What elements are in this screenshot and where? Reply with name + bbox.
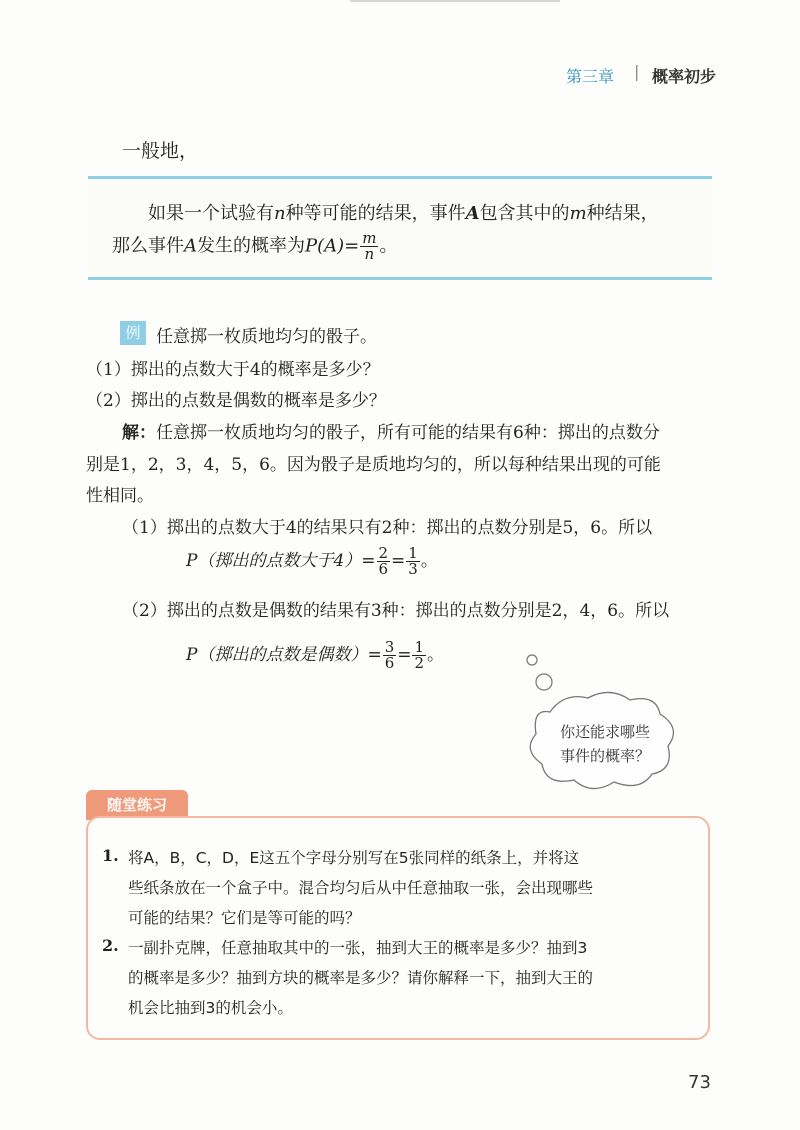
def-var-m: m bbox=[569, 203, 587, 224]
def-text: 如果一个试验有 bbox=[148, 203, 274, 224]
equals: = bbox=[391, 551, 406, 571]
fraction bbox=[383, 640, 397, 671]
practice-item-2-number: 2. bbox=[102, 936, 119, 955]
frac-den: 2 bbox=[414, 654, 425, 672]
practice-item-2-line-3: 机会比抽到3的机会小。 bbox=[128, 999, 293, 1017]
chapter-number: 第三章 bbox=[566, 67, 615, 86]
fraction bbox=[412, 640, 426, 671]
example-badge: 例 bbox=[120, 321, 146, 345]
def-text: 发生的概率为 bbox=[197, 235, 305, 257]
practice-box bbox=[86, 816, 710, 1040]
example-prompt: 任意掷一枚质地均匀的骰子。 bbox=[156, 327, 377, 347]
fraction bbox=[406, 546, 420, 577]
page-number: 73 bbox=[688, 1072, 711, 1093]
header-rule bbox=[350, 0, 560, 2]
practice-item-1-line-2: 些纸条放在一个盒子中。混合均匀后从中任意抽取一张，会出现哪些 bbox=[128, 879, 594, 897]
solution-line-2: 别是1，2，3，4，5，6。因为骰子是质地均匀的，所以每种结果出现的可能 bbox=[86, 455, 661, 475]
solution-label: 解： bbox=[122, 423, 156, 443]
formula-end: 。 bbox=[427, 645, 445, 665]
chapter-separator: | bbox=[634, 62, 640, 81]
frac-den: 6 bbox=[384, 654, 395, 672]
def-fraction bbox=[360, 231, 378, 262]
def-var-a: A bbox=[184, 235, 197, 257]
practice-item-2-line-1: 一副扑克牌，任意抽取其中的一张，抽到大王的概率是多少？抽到3 bbox=[128, 939, 588, 957]
equals: = bbox=[397, 645, 412, 665]
practice-tab: 随堂练习 bbox=[86, 790, 188, 820]
frac-num: 1 bbox=[408, 544, 418, 562]
definition-line-1 bbox=[148, 199, 659, 225]
solution-text: 任意掷一枚质地均匀的骰子，所有可能的结果有6种：掷出的点数分 bbox=[156, 423, 660, 443]
formula-end: 。 bbox=[420, 551, 438, 571]
frac-den: n bbox=[364, 245, 375, 263]
def-var-a: A bbox=[465, 203, 480, 224]
frac-num: 1 bbox=[414, 638, 425, 656]
fraction bbox=[377, 546, 391, 577]
answer-1-formula bbox=[186, 546, 438, 577]
bubble-text: 你还能求哪些 事件的概率？ bbox=[560, 723, 651, 765]
frac-num: 3 bbox=[384, 638, 395, 656]
solution-line-1 bbox=[122, 418, 660, 443]
example-question-1: （1）掷出的点数大于4的概率是多少？ bbox=[86, 360, 380, 380]
answer-2-formula bbox=[186, 640, 444, 671]
frac-num: 2 bbox=[378, 544, 389, 562]
practice-item-1-line-3: 可能的结果？它们是等可能的吗？ bbox=[128, 909, 361, 927]
definition-box bbox=[88, 176, 712, 280]
intro-text: 一般地， bbox=[122, 140, 199, 162]
answer-2-text: （2）掷出的点数是偶数的结果有3种：掷出的点数分别是2，4，6。所以 bbox=[122, 601, 670, 621]
chapter-title: 概率初步 bbox=[652, 67, 717, 86]
solution-line-3: 性相同。 bbox=[86, 486, 154, 506]
practice-item-2-line-2: 的概率是多少？抽到方块的概率是多少？请你解释一下，抽到大王的 bbox=[128, 969, 594, 987]
def-text: 种结果， bbox=[586, 203, 659, 224]
def-formula: P(A)= bbox=[305, 235, 360, 257]
practice-item-1-number: 1. bbox=[102, 846, 119, 865]
example-question-2: （2）掷出的点数是偶数的概率是多少？ bbox=[86, 391, 386, 411]
def-text: 。 bbox=[379, 235, 398, 257]
definition-line-2 bbox=[112, 231, 397, 262]
formula-lhs: P（掷出的点数大于4）= bbox=[186, 551, 376, 571]
answer-1-text: （1）掷出的点数大于4的结果只有2种：掷出的点数分别是5，6。所以 bbox=[122, 518, 653, 538]
frac-den: 6 bbox=[378, 560, 389, 578]
formula-lhs: P（掷出的点数是偶数）= bbox=[186, 645, 382, 665]
frac-den: 3 bbox=[408, 560, 418, 578]
practice-item-1-line-1: 将A，B，C，D，E这五个字母分别写在5张同样的纸条上，并将这 bbox=[128, 849, 580, 867]
def-var-n: n bbox=[274, 203, 286, 224]
frac-num: m bbox=[362, 229, 377, 247]
def-text: 种等可能的结果，事件 bbox=[285, 203, 466, 224]
def-text: 包含其中的 bbox=[479, 203, 570, 224]
def-text: 那么事件 bbox=[112, 235, 184, 257]
